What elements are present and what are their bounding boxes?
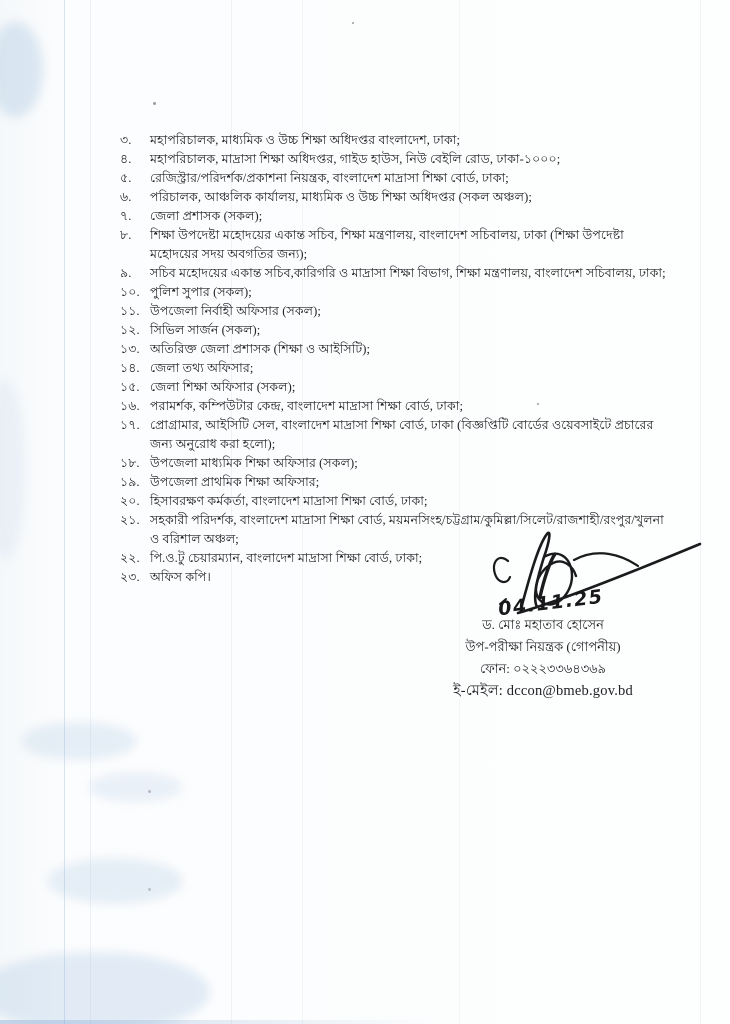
- list-item: [120, 207, 666, 226]
- item-text: পি.ও.টু চেয়ারম্যান, বাংলাদেশ মাদ্রাসা শিক্ষা বোর্ড, ঢাকা;: [150, 551, 423, 565]
- item-number: ৬.: [120, 190, 132, 204]
- item-text: উপজেলা প্রাথমিক শিক্ষা অফিসার;: [150, 475, 320, 489]
- item-text: পরামর্শক, কম্পিউটার কেন্দ্র, বাংলাদেশ মাদ্রাসা শিক্ষা বোর্ড, ঢাকা;: [150, 399, 464, 413]
- list-item: [120, 302, 666, 321]
- item-number: ১৮.: [120, 456, 140, 470]
- list-item: [120, 378, 666, 397]
- list-item: [120, 150, 666, 169]
- list-item: [120, 321, 666, 340]
- list-item: [120, 473, 666, 492]
- scan-smudge: [0, 22, 43, 117]
- item-text: প্রোগ্রামার, আইসিটি সেল, বাংলাদেশ মাদ্রাসা শিক্ষা বোর্ড, ঢাকা (বিজ্ঞপ্তিটি বোর্ডের ওয়েবসাইটে প্রচারের জন্য অনুরোধ করা হলো);: [150, 418, 654, 451]
- item-number: ১৪.: [120, 361, 140, 375]
- item-number: ১৭.: [120, 418, 140, 432]
- item-text: হিসাবরক্ষণ কর্মকর্তা, বাংলাদেশ মাদ্রাসা শিক্ষা বোর্ড, ঢাকা;: [150, 494, 428, 508]
- list-item: [120, 340, 666, 359]
- item-text: মহাপরিচালক, মাধ্যমিক ও উচ্চ শিক্ষা অধিদপ্তর বাংলাদেশ, ঢাকা;: [150, 133, 461, 147]
- item-number: ১৯.: [120, 475, 140, 489]
- scan-streak: [90, 0, 91, 1024]
- item-number: ২২.: [120, 551, 140, 565]
- email-address: dccon@bmeb.gov.bd: [506, 683, 633, 699]
- item-text: জেলা শিক্ষা অফিসার (সকল);: [150, 380, 296, 394]
- item-number: ২১.: [120, 513, 140, 527]
- list-item: [120, 454, 666, 473]
- list-item: [120, 568, 666, 587]
- scan-speck: [148, 790, 151, 793]
- list-item: [120, 549, 666, 568]
- signature-block: [424, 614, 662, 703]
- item-text: রেজিস্ট্রার/পরিদর্শক/প্রকাশনা নিয়ন্ত্রক, বাংলাদেশ মাদ্রাসা শিক্ষা বোর্ড, ঢাকা;: [150, 171, 509, 185]
- signatory-phone: [424, 658, 662, 680]
- item-number: ৮.: [120, 228, 132, 242]
- scan-streak: [700, 0, 701, 1024]
- item-text: জেলা তথ্য অফিসার;: [150, 361, 254, 375]
- item-number: ৯.: [120, 266, 132, 280]
- item-text: পুলিশ সুপার (সকল);: [150, 285, 252, 299]
- item-number: ২৩.: [120, 570, 140, 584]
- list-item: [120, 169, 666, 188]
- scan-smudge: [22, 722, 137, 760]
- list-item: [120, 188, 666, 207]
- list-item: [120, 264, 666, 283]
- phone-label: ফোন:: [479, 661, 510, 676]
- signatory-name: ড. মোঃ মহাতাব হোসেন: [482, 617, 604, 632]
- scan-streak: [64, 0, 65, 1024]
- scan-smudge: [0, 952, 210, 1024]
- signatory-email: [424, 680, 662, 703]
- distribution-list: [120, 131, 666, 587]
- list-item: [120, 416, 666, 454]
- scan-edge-shadow: [0, 1020, 438, 1024]
- scan-smudge: [0, 380, 25, 560]
- email-label: ই-মেইল:: [453, 683, 503, 699]
- item-number: ২০.: [120, 494, 140, 508]
- item-number: ৭.: [120, 209, 132, 223]
- list-item: [120, 131, 666, 150]
- item-number: ১০.: [120, 285, 140, 299]
- item-text: মহাপরিচালক, মাদ্রাসা শিক্ষা অধিদপ্তর, গাইড হাউস, নিউ বেইলি রোড, ঢাকা-১০০০;: [150, 152, 561, 166]
- scan-speck: [352, 22, 354, 24]
- item-text: শিক্ষা উপদেষ্টা মহোদয়ের একান্ত সচিব, শিক্ষা মন্ত্রণালয়, বাংলাদেশ সচিবালয়, ঢাকা (শিক্ষা উপদেষ্টা মহোদয়ের সদয় অবগতির জন্য);: [150, 228, 624, 261]
- list-item: [120, 283, 666, 302]
- list-item: [120, 359, 666, 378]
- item-number: ১৬.: [120, 399, 140, 413]
- scan-speck: [148, 888, 151, 891]
- item-text: সহকারী পরিদর্শক, বাংলাদেশ মাদ্রাসা শিক্ষা বোর্ড, ময়মনসিংহ/চট্টগ্রাম/কুমিল্লা/সিলেট/রাজশাহী/রংপুর/খুলনা ও বরিশাল অঞ্চল;: [150, 513, 664, 546]
- item-text: উপজেলা মাধ্যমিক শিক্ষা অফিসার (সকল);: [150, 456, 358, 470]
- item-number: ১৫.: [120, 380, 140, 394]
- scan-smudge: [48, 858, 183, 904]
- item-text: পরিচালক, আঞ্চলিক কার্যালয়, মাধ্যমিক ও উচ্চ শিক্ষা অধিদপ্তর (সকল অঞ্চল);: [150, 190, 532, 204]
- item-number: ১৩.: [120, 342, 140, 356]
- list-item: [120, 397, 666, 416]
- item-number: ১২.: [120, 323, 140, 337]
- item-number: ৫.: [120, 171, 132, 185]
- scan-speck: [153, 102, 156, 105]
- item-text: সচিব মহোদয়ের একান্ত সচিব,কারিগরি ও মাদ্রাসা শিক্ষা বিভাগ, শিক্ষা মন্ত্রণালয়, বাংলাদেশ সচিবালয়, ঢাকা;: [150, 266, 666, 280]
- list-item: [120, 511, 666, 549]
- item-text: অতিরিক্ত জেলা প্রশাসক (শিক্ষা ও আইসিটি);: [150, 342, 371, 356]
- item-number: ৩.: [120, 133, 132, 147]
- item-text: উপজেলা নির্বাহী অফিসার (সকল);: [150, 304, 321, 318]
- item-text: অফিস কপি।: [150, 570, 211, 584]
- item-text: সিভিল সার্জন (সকল);: [150, 323, 261, 337]
- item-number: ৪.: [120, 152, 132, 166]
- list-item: [120, 226, 666, 264]
- signatory-designation: উপ-পরীক্ষা নিয়ন্ত্রক (গোপনীয়): [465, 639, 621, 654]
- item-text: জেলা প্রশাসক (সকল);: [150, 209, 263, 223]
- handwritten-date: 04.11.25: [497, 585, 605, 621]
- list-item: [120, 492, 666, 511]
- item-number: ১১.: [120, 304, 140, 318]
- phone-number: ০২২২৩৩৬৪৩৬৯: [513, 661, 607, 676]
- scan-smudge: [88, 772, 183, 802]
